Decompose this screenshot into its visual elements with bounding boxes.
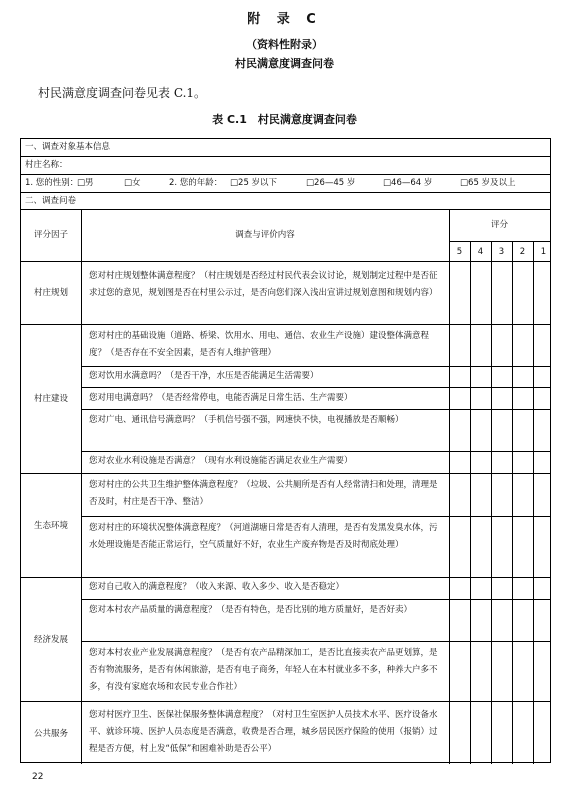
page-number: 22 [32, 772, 44, 782]
question-income: 您对自己收入的满意程度？（收入来源、收入多少、收入是否稳定） [89, 582, 345, 592]
section1-title: 一、调查对象基本信息 [25, 142, 111, 152]
question-produce-quality: 您对本村农产品质量的满意程度？（是否有特色，是否比别的地方质量好，是否好卖） [89, 605, 413, 615]
question-planning-overall: 您对村庄规划整体满意程度？（村庄规划是否经过村民代表会议讨论，规划制定过程中是否征求过您的意见，规划图是否在村里公示过，是否向您们深入浅出宣讲过规划意图和规划内容） [89, 271, 438, 298]
question-public-sanitation: 您对村庄的公共卫生维护整体满意程度？（垃圾、公共厕所是否有人经常清扫和处理，清理是否及时，村庄是否干净、整洁） [89, 480, 438, 507]
question-electricity: 您对用电满意吗？（是否经常停电，电能否满足日常生活、生产需要） [89, 393, 353, 403]
section2-title: 二、调查问卷 [25, 196, 77, 206]
gender-option-female[interactable]: □女 [124, 178, 141, 188]
age-label: 2. 您的年龄： [169, 178, 223, 188]
intro-paragraph: 村民满意度调查问卷见表 C.1。 [38, 86, 207, 100]
gender-label: 1. 您的性别： [25, 178, 79, 188]
factor-ecological-environment: 生态环境 [33, 521, 68, 531]
score-col-1: 1 [540, 247, 547, 257]
score-col-3: 3 [498, 247, 505, 257]
factor-public-services: 公共服务 [33, 729, 68, 739]
score-col-2: 2 [519, 247, 526, 257]
col-header-content: 调查与评价内容 [235, 230, 295, 240]
age-option-65-plus[interactable]: □65 岁及以上 [460, 178, 516, 188]
question-environment: 您对村庄的环境状况整体满意程度？（河道湖塘日常是否有人清理，是否有发黑发臭水体，污水处理设施是否能正常运行，空气质量好不好，农业生产废弃物是否及时彻底处理） [89, 523, 438, 550]
age-option-46-64[interactable]: □46—64 岁 [383, 178, 433, 188]
question-telecom-signal: 您对广电、通讯信号满意吗？（手机信号强不强，网速快不快，电视播放是否顺畅） [89, 415, 404, 425]
factor-village-planning: 村庄规划 [33, 288, 68, 298]
age-option-under-25[interactable]: □25 岁以下 [230, 178, 278, 188]
factor-village-construction: 村庄建设 [33, 394, 68, 404]
survey-table [20, 138, 551, 763]
question-drinking-water: 您对饮用水满意吗？（是否干净，水压是否能满足生活需要） [89, 371, 319, 381]
table-caption: 表 C.1 村民满意度调查问卷 [212, 113, 357, 126]
col-header-score: 评分 [490, 220, 508, 230]
factor-economic-development: 经济发展 [33, 635, 68, 645]
col-header-factor: 评分因子 [33, 230, 68, 240]
question-infrastructure: 您对村庄的基础设施（道路、桥梁、饮用水、用电、通信、农业生产设施）建设整体满意程度？（是否存在不安全因素，是否有人维护管理） [89, 331, 430, 358]
age-option-26-45[interactable]: □26—45 岁 [306, 178, 356, 188]
score-col-5: 5 [456, 247, 463, 257]
village-name-label: 村庄名称： [25, 160, 68, 170]
question-medical-social-security: 您对村医疗卫生、医保社保服务整体满意程度？（对村卫生室医护人员技术水平、医疗设备水平、就诊环境、医护人员态度是否满意，收费是否合理，城乡居民医疗保险的使用（报销）过程是否方便，村上发“低保”和困难补助是否公平） [89, 710, 438, 754]
appendix-nature: （资料性附录） [246, 38, 323, 51]
appendix-heading: 附 录 C [247, 12, 322, 27]
gender-option-male[interactable]: □男 [77, 178, 94, 188]
question-agri-industry: 您对本村农业产业发展满意程度？（是否有农产品精深加工，是否比直接卖农产品更划算，是否有物流服务，是否有休闲旅游，是否有电子商务，年轻人在本村就业多不多，种养大户多不多，有没有家庭农场和农民专业合作社） [89, 648, 438, 692]
question-irrigation: 您对农业水利设施是否满意？（现有水利设施能否满足农业生产需要） [89, 456, 353, 466]
appendix-title: 村民满意度调查问卷 [235, 57, 334, 70]
score-col-4: 4 [477, 247, 484, 257]
